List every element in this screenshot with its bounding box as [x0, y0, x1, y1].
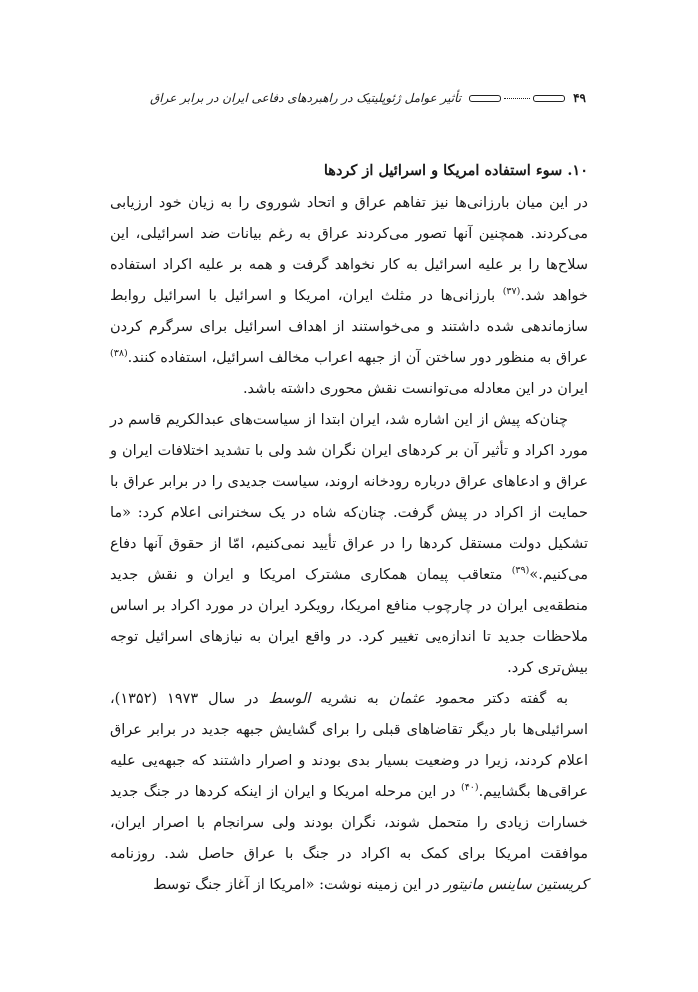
text-run: در سال ۱۹۷۳ (۱۳۵۲)، اسرائیلی‌ها بار دیگر تقاضاهای قبلی را برای گشایش جبهه جدید در برابر عراق اعلام کردند، زیرا در وضعیت بسیار بدی بودند و اصرار داشتند که جبهه‌یی علیه عراقی‌ها بگشاییم.: [110, 691, 588, 800]
running-header-title: تأثیر عوامل ژئوپلیتیک در راهبردهای دفاعی ایران در برابر عراق: [150, 91, 462, 105]
running-header: [150, 88, 586, 108]
author-name: محمود عثمان: [388, 691, 475, 707]
ornament-bar: [469, 95, 501, 102]
footnote-ref-39: (۳۹): [511, 565, 530, 577]
text-run: به نشریه: [310, 691, 389, 707]
text-run: در این زمینه نوشت: «امریکا از آغاز جنگ توسط: [153, 877, 445, 893]
journal-name: الوسط: [268, 691, 311, 707]
paragraph-2: [110, 405, 588, 684]
paragraph-1: [110, 188, 588, 405]
text-run: در این میان بارزانی‌ها نیز تفاهم عراق و اتحاد شوروی را به زیان خود ارزیابی می‌کردند. همچنین آنها تصور می‌کردند عراق به رغم بیانات ضد اسرائیلی، این سلاح‌ها را بر علیه اسرائیل به کار نخواهد گرفت و همه بر علیه اکراد استفاده خواهد شد.: [110, 195, 588, 304]
header-ornament: [469, 95, 565, 102]
text-run: چنان‌که پیش از این اشاره شد، ایران ابتدا از سیاست‌های عبدالکریم قاسم در مورد اکراد و تأثیر آن بر کردهای ایران نگران شد ولی با تشدید اختلافات ایران و عراق و ادعاهای عراق درباره رودخانه اروند، سیاست جدیدی را در برابر عراق با حمایت از اکراد در پیش گرفت. چنان‌که شاه در یک سخنرانی اعلام کرد: «ما تشکیل دولت مستقل کردها را در عراق تأیید نمی‌کنیم، امّا از حقوق آنها دفاع می‌کنیم.»: [110, 412, 588, 583]
text-run: متعاقب پیمان همکاری مشترک امریکا و ایران و نقش جدید منطقه‌یی ایران در چارچوب منافع امریکا، رویکرد ایران در مورد اکراد بر اساس ملاحظات جدید تا اندازه‌یی تغییر کرد. در واقع ایران به نیازهای اسرائیل توجه بیش‌تری کرد.: [110, 567, 588, 676]
section-heading: ۱۰. سوء استفاده امریکا و اسرائیل از کردها: [323, 162, 588, 179]
paragraph-3: [110, 684, 588, 901]
footnote-ref-37: (۳۷): [502, 286, 521, 298]
ornament-bar: [533, 95, 565, 102]
text-run: ایران در این معادله می‌توانست نقش محوری داشته باشد.: [242, 381, 588, 397]
text-run: بارزانی‌ها در مثلث ایران، امریکا و اسرائیل با اسرائیل روابط سازماندهی شده داشتند و می‌خواستند از اهداف اسرائیل برای سرگرم کردن عراق به منظور دور ساختن آن از جبهه اعراب مخالف اسرائیل، استفاده کنند.: [110, 288, 588, 366]
ornament-dots: [504, 98, 530, 99]
body-text: [110, 155, 588, 901]
footnote-ref-38: (۳۸): [110, 348, 128, 360]
newspaper-name: کریستین ساینس مانیتور: [444, 877, 588, 893]
page-number: ۴۹: [573, 91, 586, 105]
text-run: در این مرحله امریکا و ایران از اینکه کردها در جنگ جدید خسارات زیادی را متحمل شوند، نگران بودند ولی سرانجام با اصرار ایران، موافقت امریکا برای کمک به اکراد در جنگ با عراق حاصل شد. روزنامه: [110, 784, 588, 862]
text-run: به گفته دکتر: [474, 691, 568, 707]
footnote-ref-40: (۴۰): [460, 782, 479, 794]
